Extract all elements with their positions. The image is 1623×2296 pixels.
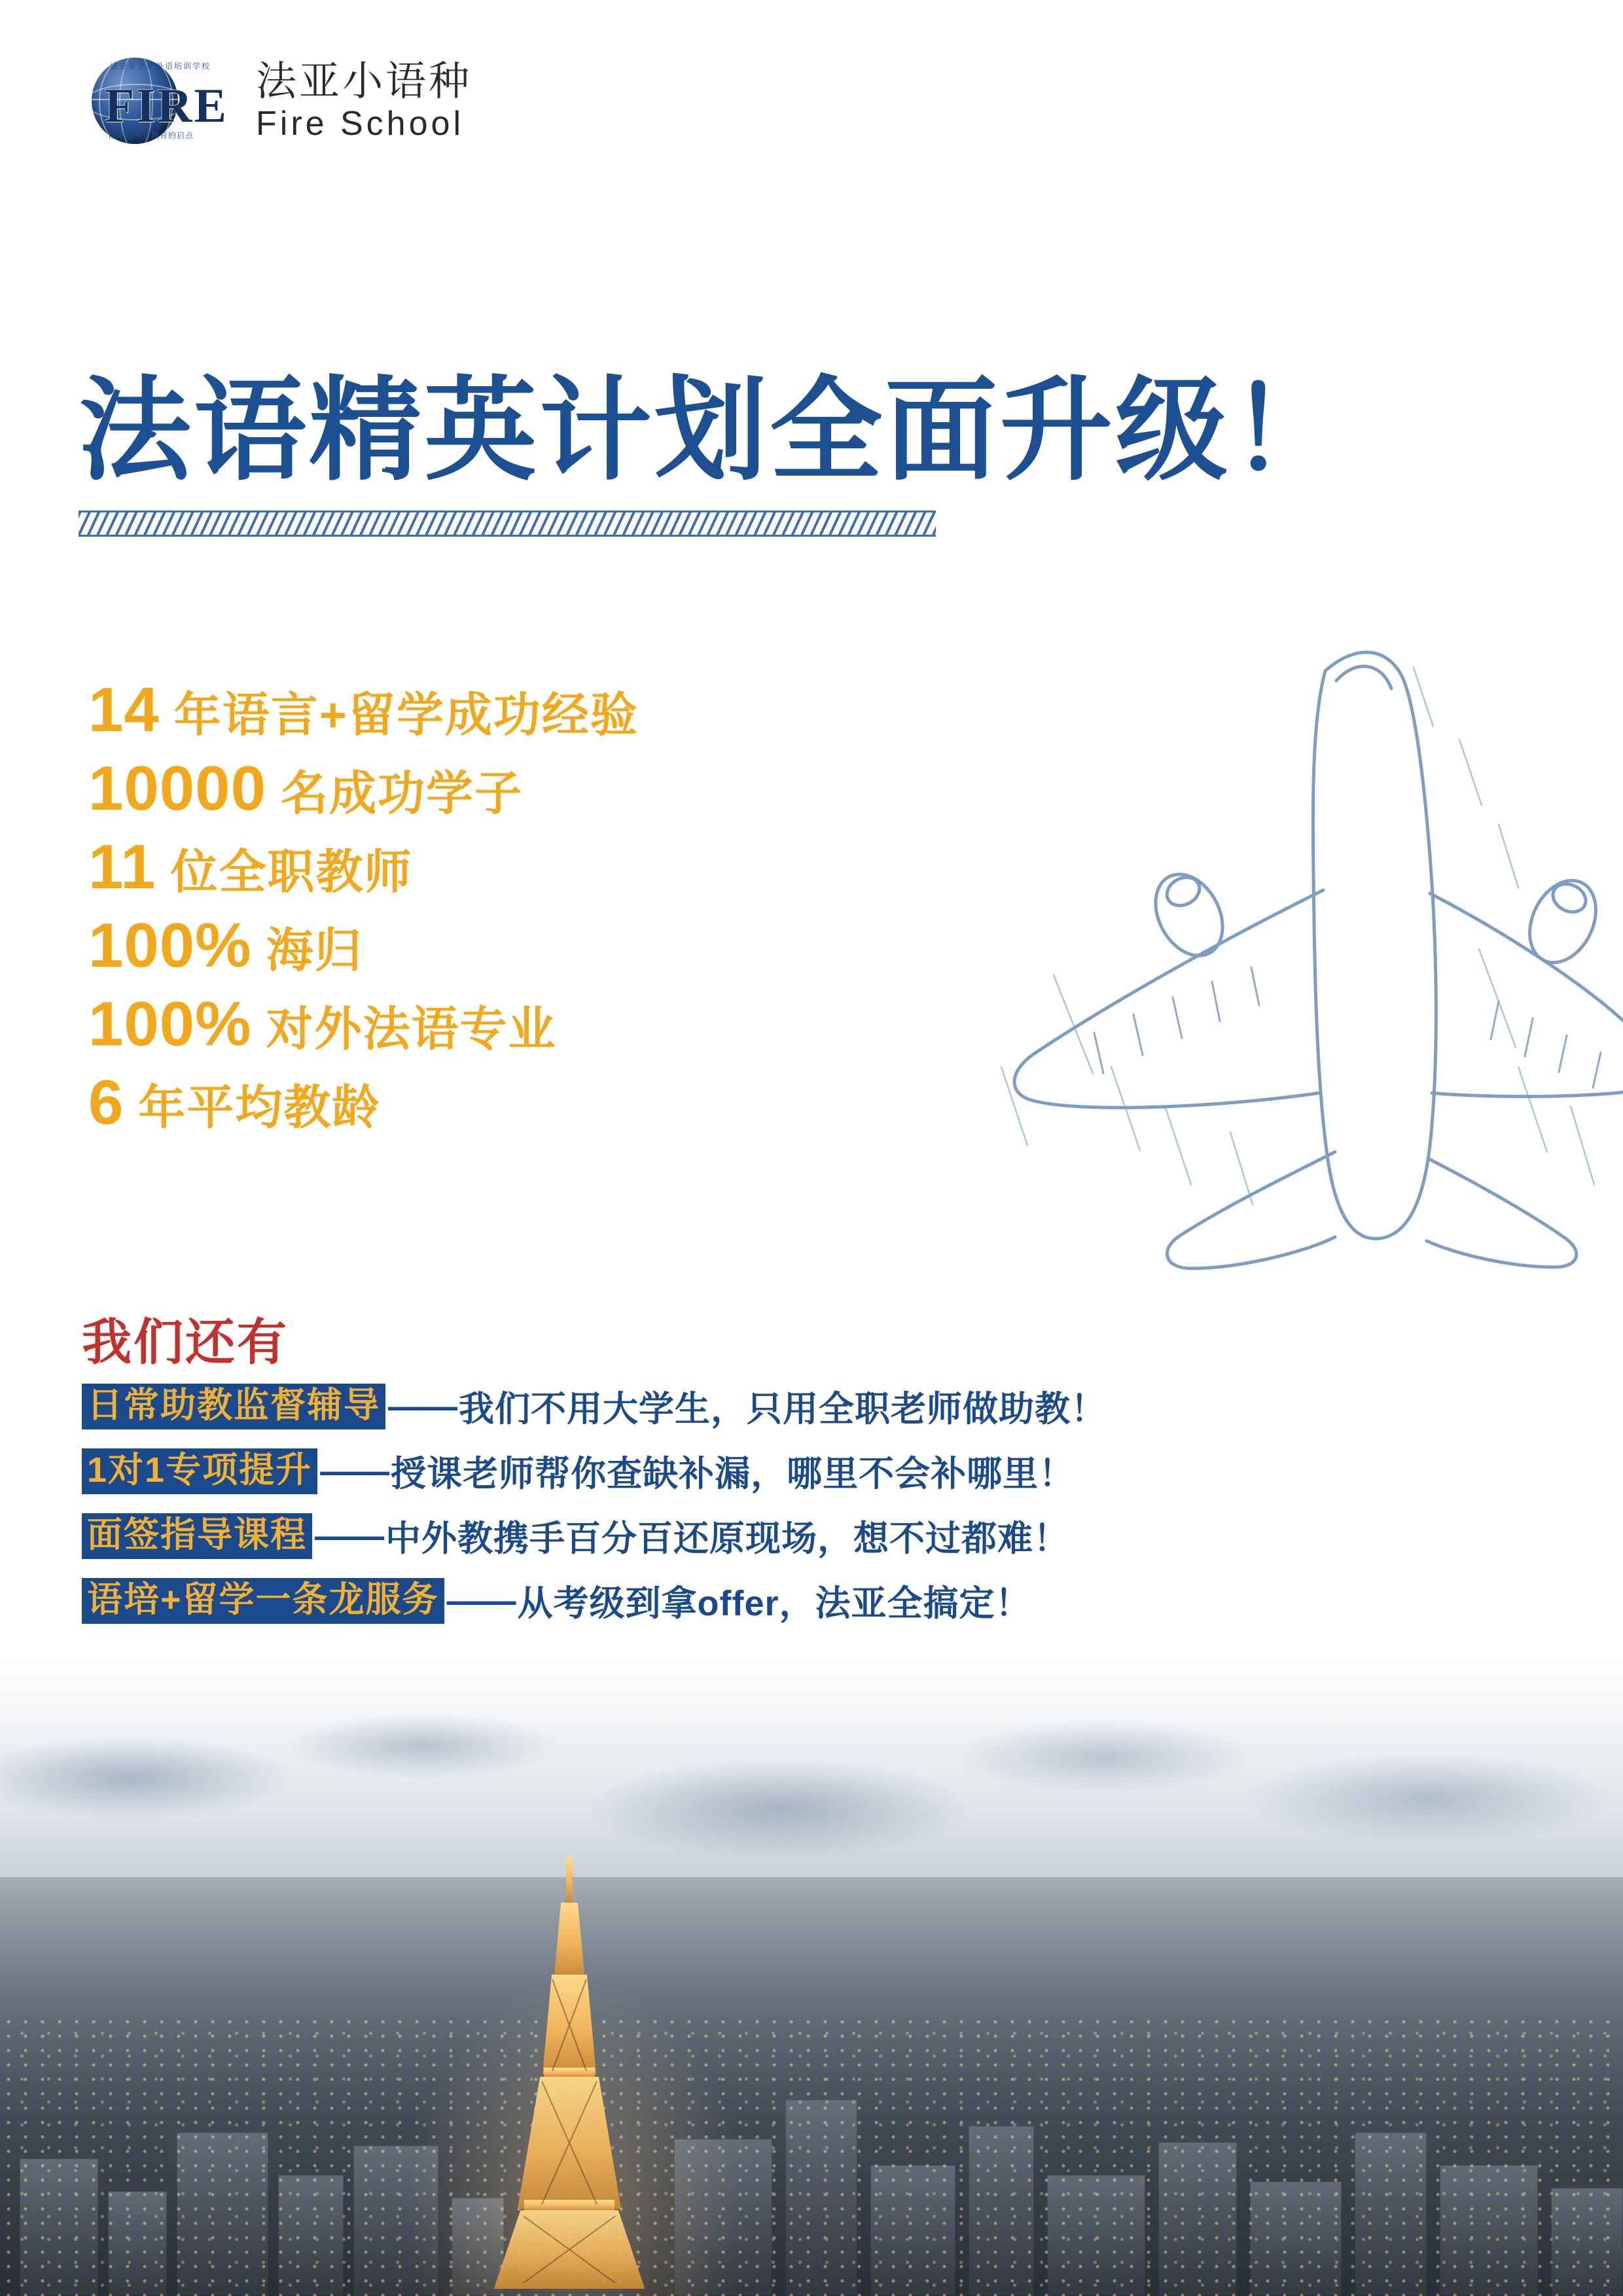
stat-label: 对外法语专业 <box>266 1003 557 1056</box>
stat-number: 11 <box>88 832 156 902</box>
brand-logo <box>92 52 472 151</box>
features-section-title: 我们还有 <box>82 1315 289 1371</box>
stat-number: 100% <box>88 989 252 1059</box>
brand-name-cn: 法亚小语种 <box>256 59 473 105</box>
feature-dash: —— <box>315 1516 383 1556</box>
page-title: 法语精英计划全面升级！ <box>79 368 1346 493</box>
paris-city-photo <box>0 1655 1623 2296</box>
ink-splash-texture <box>0 1694 1623 1903</box>
stat-item <box>88 753 639 825</box>
logo-monogram: FIRE <box>105 79 228 133</box>
stat-label: 海归 <box>266 925 363 977</box>
feature-tag: 语培+留学一条龙服务 <box>82 1578 444 1624</box>
fire-globe-logo-icon <box>92 52 232 151</box>
airplane-illustration <box>838 609 1623 1342</box>
feature-dash: —— <box>388 1386 456 1426</box>
feature-item <box>82 1575 1107 1626</box>
feature-tag: 面签指导课程 <box>82 1513 312 1559</box>
logo-arc-bottom-text: 国际化外语教育的启点 <box>109 131 194 140</box>
headline-underline-divider <box>79 511 936 537</box>
feature-description: 中外教携手百分百还原现场，想不过都难！ <box>385 1519 1069 1558</box>
stats-list <box>88 674 639 1139</box>
feature-item <box>82 1446 1107 1496</box>
feature-description: 我们不用大学生，只用全职老师做助教！ <box>459 1390 1107 1429</box>
stat-item <box>88 1067 639 1139</box>
stat-number: 14 <box>88 675 160 745</box>
feature-tag: 日常助教监督辅导 <box>82 1384 385 1429</box>
logo-arc-top-text: 法亚多语种外语培训学校 <box>110 62 211 71</box>
stat-item <box>88 831 639 903</box>
feature-description: 授课老师帮你查缺补漏，哪里不会补哪里！ <box>391 1454 1075 1494</box>
feature-item <box>82 1511 1107 1561</box>
feature-item <box>82 1381 1107 1431</box>
feature-description: 从考级到拿offer，法亚全搞定！ <box>517 1584 1031 1623</box>
stat-number: 10000 <box>88 753 266 823</box>
eiffel-tower-icon <box>484 1857 654 2289</box>
stat-number: 100% <box>88 910 252 980</box>
city-lights-texture <box>0 2015 1623 2296</box>
features-list <box>82 1381 1107 1626</box>
stat-item <box>88 910 639 982</box>
feature-dash: —— <box>320 1451 389 1491</box>
stat-label: 位全职教师 <box>170 846 413 899</box>
stat-item <box>88 988 639 1060</box>
stat-label: 名成功学子 <box>280 768 523 820</box>
stat-label: 年平均教龄 <box>138 1082 381 1134</box>
stat-number: 6 <box>88 1067 124 1138</box>
feature-tag: 1对1专项提升 <box>82 1448 317 1494</box>
brand-name-en: Fire School <box>256 104 464 143</box>
stat-label: 年语言+留学成功经验 <box>173 689 639 742</box>
stat-item <box>88 674 639 746</box>
feature-dash: —— <box>446 1581 515 1621</box>
